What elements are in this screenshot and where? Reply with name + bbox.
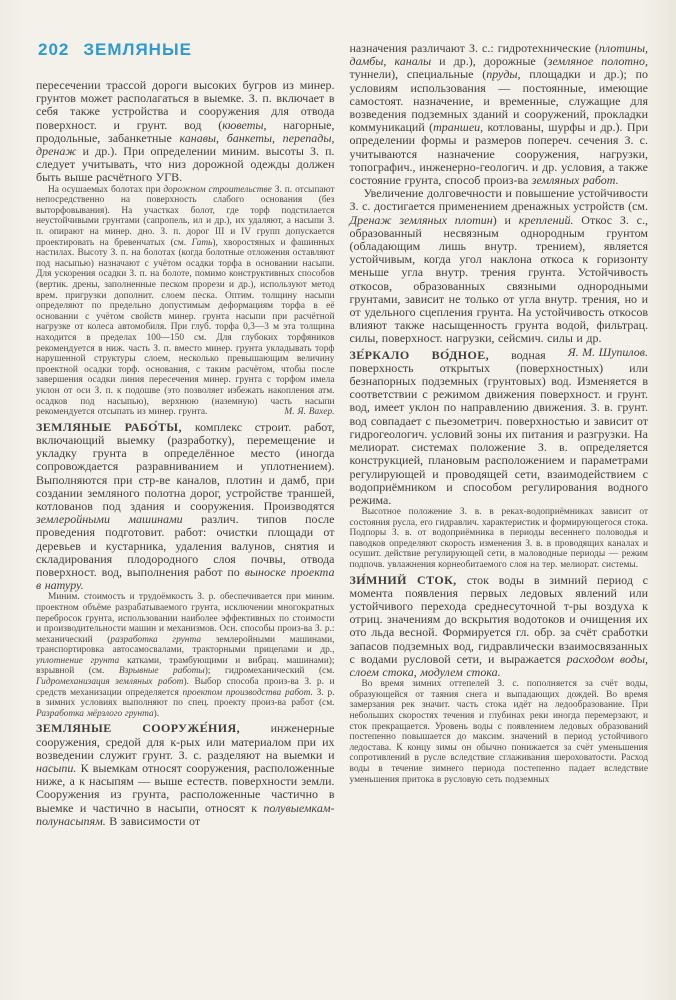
text-run: ).: [153, 708, 160, 719]
text-run: площадки и др.); по условиям использования — постоянные, имеющие самостоят. назначение, и временные, служащие для возведения подземных зданий и сооружений, прокладки коммуникаций (: [349, 67, 648, 135]
continuation-sooruzheniya-types: [350, 42, 649, 187]
running-title: ЗЕМЛЯНЫЕ: [83, 40, 192, 59]
text-run: землеройными машинами, транспортировка автосамосвалами, тракторными прицепами и др.,: [36, 634, 335, 656]
italic-term: траншеи,: [433, 120, 484, 135]
italic-term: дорожном строительстве: [163, 184, 272, 195]
text-columns: [36, 42, 648, 980]
italic-term: Гидромеханизация земляных работ: [36, 677, 184, 688]
italic-term: насыпи.: [36, 761, 77, 776]
smallprint-zimniy-stok-regime: [350, 679, 649, 785]
italic-term: землеройными машинами: [36, 512, 183, 527]
smallprint-zerkalo-position: [350, 507, 649, 571]
italic-term: расходом воды, слоем стока, модулем стока.: [349, 651, 648, 680]
smallprint-raboty-methods: [36, 592, 335, 719]
italic-term: разработка грунта: [110, 634, 202, 645]
entry-zemlyanye-raboty: [36, 421, 335, 593]
continuation-zemlyanoe-polotno: [36, 79, 335, 185]
italic-term: Гать: [191, 237, 213, 248]
text-run: ). Выбор способа произ-ва З. р. и средств механизации определяется: [36, 677, 335, 698]
italic-term: земляное полотно,: [547, 54, 648, 69]
text-run: В зависимости от: [105, 813, 201, 828]
text-run: ) и: [492, 212, 519, 227]
text-run: инженерные сооружения, средой для к-рых или материалом при их возведении служит грунт. З. с. разделяют на выемки и: [36, 721, 335, 762]
text-run: и др.). При определении миним. высоты З. п. следует учитывать, что низ дорожной одежды должен быть выше расчётного УГВ.: [36, 144, 335, 185]
author-signature: Я. М. Шупилов.: [567, 344, 648, 359]
italic-term: кюветы: [222, 117, 264, 132]
italic-term: выноске проекта в натуру.: [36, 564, 335, 593]
italic-term: уплотнение грунта: [36, 655, 120, 666]
left-column: [36, 42, 335, 980]
text-run: сток воды в зимний период с момента появления первых ледовых явлений или устойчивого перехода среднесуточной т-ры воздуха к отриц. значениям до вскрытия водотоков и очищения их ото льда весной. Формируется гл. обр. за счёт сработки запасов подземных вод, гидравлически взаимосвязанных с водами русловой сети, и выражается: [349, 572, 648, 666]
text-run: ); гидромеханический (см.: [204, 666, 335, 677]
text-run: катками, трамбующими и вибрац. машинами); взрывной (см.: [36, 655, 335, 677]
entry-headword: ЗЕМЛЯНЫЕ РАБО́ТЫ,: [36, 419, 195, 434]
smallprint-bog-construction: [36, 185, 335, 418]
text-run: Увеличение долговечности и повышение устойчивости З. с. достигается применением дренажных устройств (см.: [349, 186, 648, 214]
page-number: 202: [38, 40, 70, 59]
text-run: туннели), специальные (: [349, 67, 487, 82]
text-run: назначения различают З. с.: гидротехнические (: [349, 42, 599, 55]
italic-term: пруды,: [486, 67, 521, 82]
text-run: различ. типов после проведения подготовит. работ: очистки площади от деревьев и кустарника, удаления валунов, снятия и складирования плодородного слоя почвы, отвода поверхност. вод, выполнения работ по: [36, 512, 335, 579]
italic-term: Взрывные работы: [118, 666, 205, 677]
text-run: котлованы, шурфы и др.). При определении формы и размеров попереч. сечения З. с. учитываются назначение сооружения, нагрузки, топографич., инженерно-геологич. и др. условия, а также состояние грунта, способ произ-ва: [349, 120, 648, 188]
text-run: и др.), дорожные (: [431, 54, 548, 69]
text-run: К выемкам относят сооружения, расположенные ниже, а к насыпям — выше естеств. поверхности земли. Сооружения из грунта, расположенные частично в выемке и частично в насыпи, относят к: [36, 761, 335, 815]
italic-term: полувыемкам-полунасыпям.: [36, 800, 335, 828]
text-run: З. п. отсыпают непосредственно на поверхность слабого основания (без выторфовывания). На участках болот, где торф подстилается неустойчивыми грунтами (сапропель, ил и др.), их удаляют, а насыпи З. п. опирают на минер. дно. З. п. дорог III и IV групп допускается проектировать на бревенчатых (см.: [36, 184, 335, 248]
text-run: На осушаемых болотах при: [48, 184, 164, 195]
text-run: Миним. стоимость и трудоёмкость З. р. обеспечивается при миним. проектном объёме разрабатываемого грунта, исключении многократных перебросок грунта, использовании наиболее эффективных по стоимости и производительности машин и механизмов. Осн. способы произ-ва З. р.: механический (: [36, 592, 335, 645]
entry-zimniy-stok: [350, 574, 649, 680]
italic-term: Дренаж земляных плотин: [349, 212, 493, 227]
entry-zerkalo-vodnoe: [350, 349, 649, 507]
text-run: Откос З. с., образованный несвязным однородным грунтом (обладающим лишь внутр. трением), является устойчивым, когда угол наклона откоса к горизонту меньше угла внутр. трения грунта. Устойчивость откосов, образованных связными однородными грунтами, зависит не только от угла внутр. трения, но и от удельного сцепления грунта. На устойчивость откосов влияют также насыщенность грунта водой, фильтрац. силы, поверхност. нагрузки, сейсмич. силы и др.: [349, 212, 648, 346]
text-run: Высотное положение З. в. в реках-водоприёмниках зависит от состояния русла, его гидравлич. характеристик и формирующегося стока. Подпоры З. в. от водоприёмника в периоды весеннего половодья и паводков определяют скорость изменения З. в. в проводящих каналах и осушит. действие регулирующей сети, в маловодные периоды — режим подпочв. увлажнения корнеобитаемого слоя на тер. мелиорат. системы.: [349, 507, 648, 571]
text-run: водная поверхность открытых (поверхностных) или безнапорных подземных (грунтовых) вод. Изменяется в соответствии с режимом движения поверхност. и грунт. вод, имеет уклон по направлению движения. З. в. грунт. вод совпадает с пьезометрич. поверхностью и зависит от гидрогеологич. условий зоны их питания и разгрузки. На мелиорат. системах положение З. в. определяется конструкцией, плановым расположением и параметрами регулирующей и проводящей сети, взаимодействием с водоприёмником и способом регулирования водного режима.: [349, 347, 648, 507]
text-run: комплекс строит. работ, включающий выемку (разработку), перемещение и укладку грунта в определённое место (иногда сопровождается разравниванием и уплотнением). Выполняются при стр-ве каналов, плотин и дамб, при создании земляного полотна дорог, устройстве траншей, котлованов под здания и сооружения. Производятся: [36, 419, 335, 513]
right-column: [350, 42, 649, 980]
text-run: пересечении трассой дороги высоких бугров из минер. грунтов может располагаться в выемке. З. п. включает в себя также устройства и сооружения для отвода поверхност. и грунт. вод (: [36, 78, 335, 132]
entry-headword: ЗЕМЛЯНЫЕ СООРУЖЕ́НИЯ,: [36, 721, 271, 736]
text-run: З. р. в зимних условиях выполняют по спец. проекту произ-ва работ (см.: [36, 687, 335, 709]
text-run: , нагорные, продольные, забанкетные: [36, 117, 335, 145]
italic-term: плотины, дамбы, каналы: [349, 42, 648, 69]
italic-term: проектом производства работ.: [182, 687, 313, 698]
entry-zemlyanye-sooruzheniya: [36, 722, 335, 828]
entry-headword: ЗЕ́РКАЛО ВО́ДНОЕ,: [349, 347, 512, 362]
text-run: Во время зимних оттепелей З. с. пополняется за счёт воды, образующейся от таяния снега и выпадающих дождей. Во время замерзания рек значит. часть стока идёт на ледообразование. При небольших скоростях течения и глубинах реки иногда перемерзают, и сток прекращается. Уровень воды с появлением ледовых образований постепенно повышается до максим. значений в период устойчивого ледостава. К концу зимы он обычно понижается за счёт уменьшения сопротивлений в русле вследствие сглаживания шероховатости. Расход воды в течение зимнего периода постепенно падает вследствие уменьшения притока в русловую сеть подземных: [349, 679, 648, 785]
text-run: ), хворостяных и фашинных настилах. Высоту З. п. на болотах (когда болотные отложения оставляют под насыпью) назначают с учётом осадки торфа в основании насыпи. Для ускорения осадки З. п. на болоте, помимо конструктивных способов (вертик. дрены, заполненные песком прорези и др.), используют метод врем. пригрузки дополнит. слоем песка. Оптим. толщину насыпи определяют по предельно допустимым деформациям торфа в её основании с учётом свойств минер. грунта насыпи при расчётной нагрузке от колеса автомобиля. При глуб. торфа 0,3—3 м эта толщина находится в пределах 100—150 см. Для глубоких торфяников рекомендуется в ниж. часть З. п. вместо минер. грунта укладывать торф нарушенной структуры слоем, несколько превышающим величину проектной осадки торф. основания, с таким расчётом, чтобы после завершения осадки линия пересечения минер. грунта с торфом имела уклон от оси З. п. к подошве (это позволяет избежать накопления атм. осадков под насыпью), верхнюю (наземную) часть насыпи рекомендуется отсыпать из минер. грунта.: [36, 237, 335, 418]
italic-term: Разработка мёрзлого грунта: [36, 708, 154, 719]
italic-term: креплений.: [518, 212, 574, 227]
italic-term: канавы, банкеты, перепады, дренаж: [36, 130, 335, 159]
italic-term: земляных работ.: [531, 173, 619, 188]
author-signature: М. Я. Вахер.: [284, 407, 335, 418]
entry-headword: ЗИ́МНИЙ СТОК,: [349, 572, 467, 587]
